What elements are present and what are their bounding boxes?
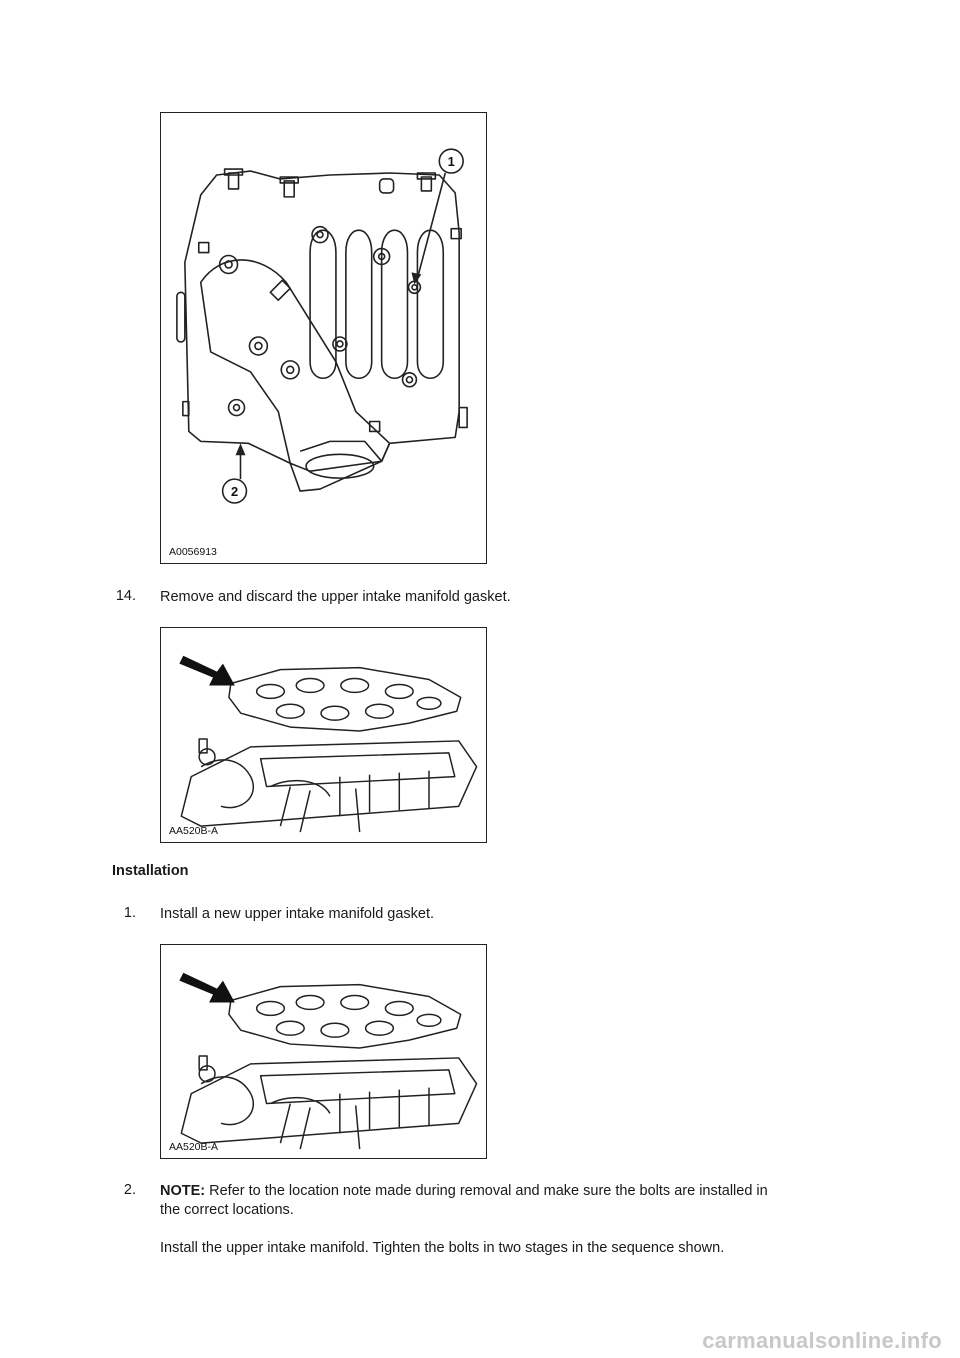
gasket-illustration <box>161 628 486 842</box>
callout-1-label: 1 <box>447 154 455 170</box>
step-note <box>160 1182 860 1220</box>
figure-code: A0056913 <box>169 546 217 558</box>
note-text-continued: the correct locations. <box>160 1202 294 1218</box>
figure-upper-intake-manifold <box>160 112 487 564</box>
step-text: Install a new upper intake manifold gasket. <box>160 906 435 922</box>
step-number: 14. <box>115 588 136 604</box>
gasket-illustration <box>161 945 486 1158</box>
callout-2-label: 2 <box>230 484 239 500</box>
step-number: 2. <box>123 1182 136 1198</box>
manifold-illustration <box>161 113 486 563</box>
figure-code: AA520B-A <box>169 1141 219 1153</box>
step-number: 1. <box>123 905 136 921</box>
note-label: NOTE: <box>160 1183 206 1199</box>
note-text: Refer to the location note made during removal and make sure the bolts are installed in <box>205 1183 768 1199</box>
step-text: Remove and discard the upper intake manifold gasket. <box>160 589 511 605</box>
watermark: carmanualsonline.info <box>702 1328 942 1353</box>
section-heading-installation: Installation <box>112 863 189 879</box>
step-text: Install the upper intake manifold. Tighten the bolts in two stages in the sequence shown. <box>160 1240 725 1256</box>
figure-gasket-install <box>160 944 487 1159</box>
figure-code: AA520B-A <box>169 825 219 837</box>
figure-gasket-removal <box>160 627 487 843</box>
